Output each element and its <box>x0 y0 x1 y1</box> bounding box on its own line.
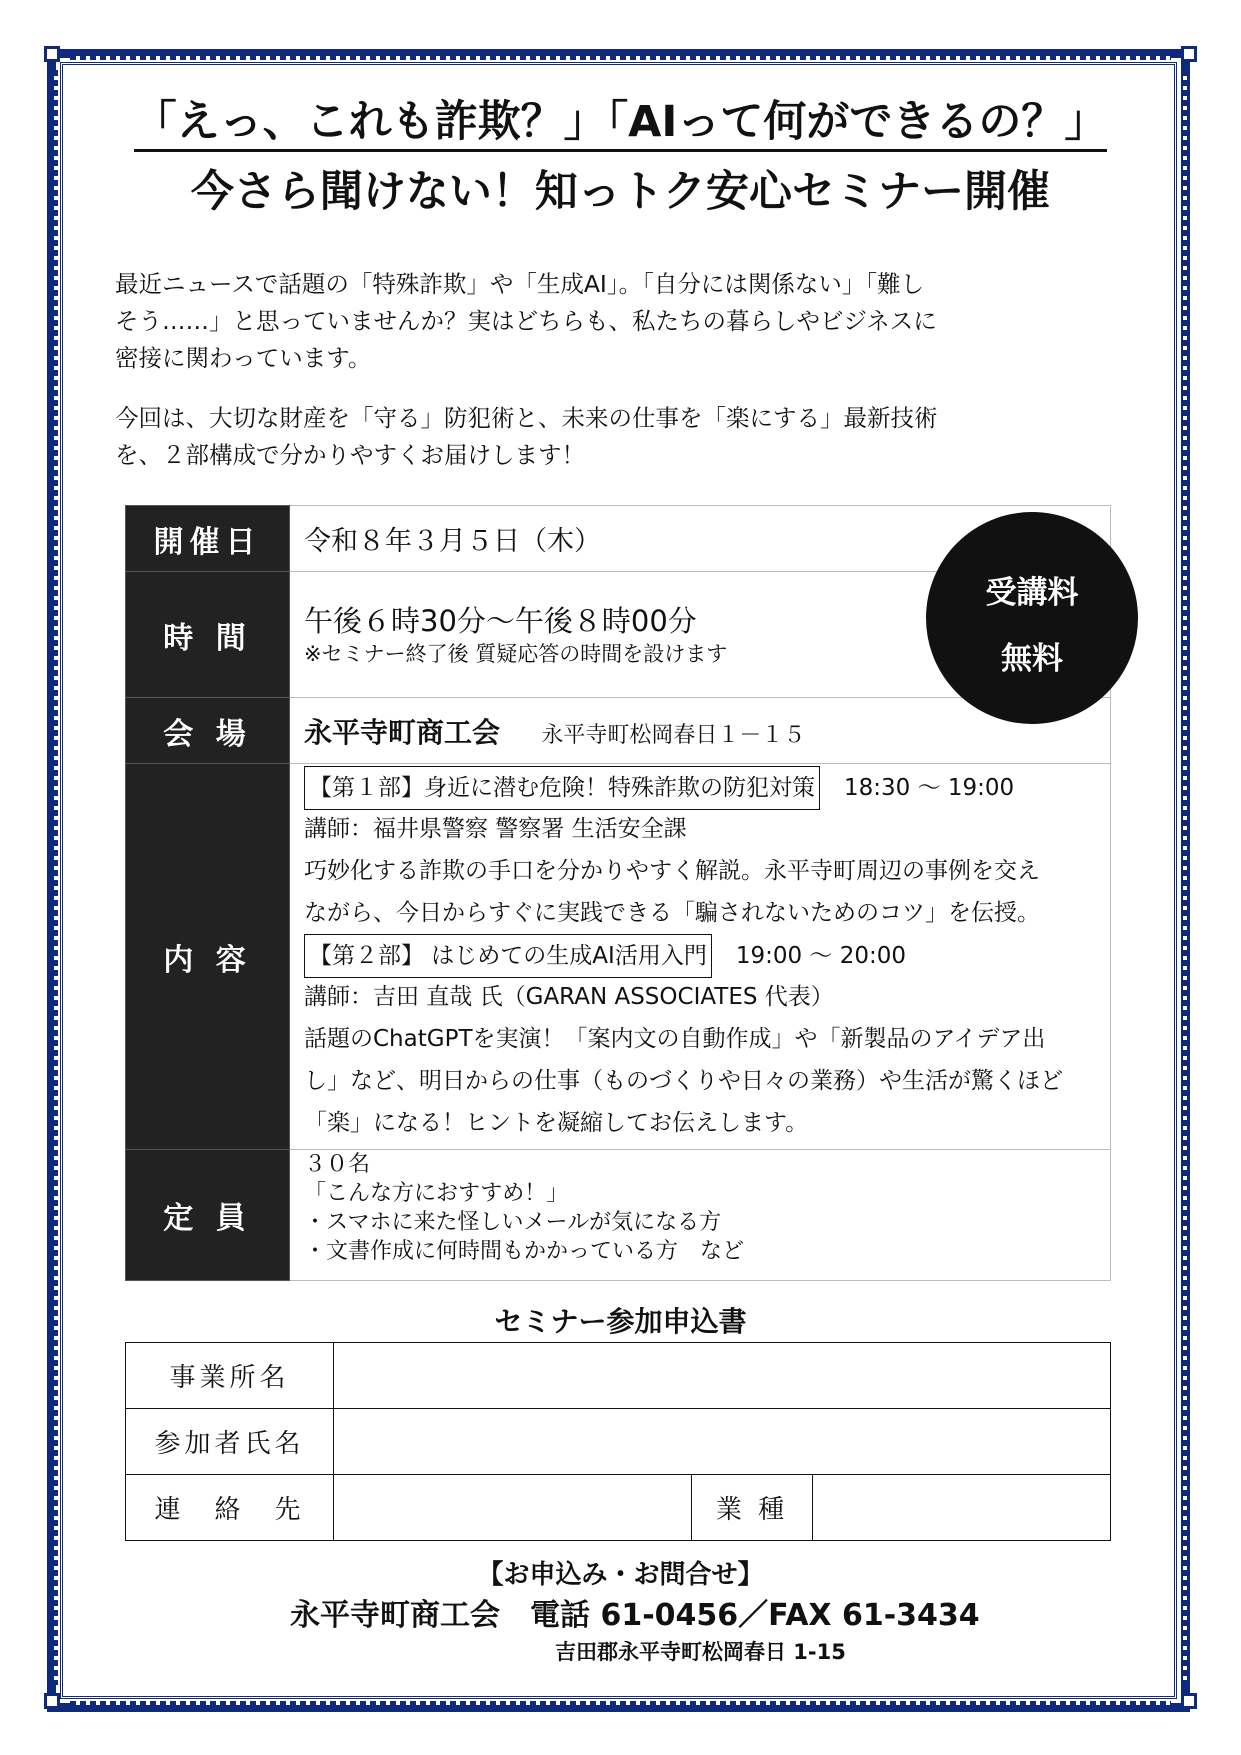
company-name-field[interactable] <box>334 1343 1111 1409</box>
intro-line: を、２部構成で分かりやすくお届けします！ <box>115 441 585 469</box>
contact-line: 永平寺町商工会 電話 61-0456／FAX 61-3434 <box>290 1598 980 1633</box>
application-form <box>125 1342 1111 1541</box>
recommend-title: 「こんな方におすすめ！」 <box>304 1181 569 1206</box>
intro-line: 密接に関わっています。 <box>115 344 372 372</box>
headline <box>0 88 1241 149</box>
content-label: 内 容 <box>126 764 290 1150</box>
part2-lecturer: 講師：吉田 直哉 氏（GARAN ASSOCIATES 代表） <box>304 984 834 1010</box>
company-name-label: 事業所名 <box>126 1343 334 1409</box>
part2-description: し」など、明日からの仕事（ものづくりや日々の業務）や生活が驚くほど <box>304 1068 1063 1094</box>
intro-line: 最近ニュースで話題の「特殊詐欺」や「生成AI」。「自分には関係ない」「難し <box>115 270 925 298</box>
corner-ornament <box>44 46 60 62</box>
venue-name: 永平寺町商工会 <box>304 715 501 749</box>
application-form-title: セミナー参加申込書 <box>494 1305 747 1338</box>
contact-heading: 【お申込み・お問合せ】 <box>477 1560 764 1590</box>
part2-description: 話題のChatGPTを実演！「案内文の自動作成」や「新製品のアイデア出 <box>304 1026 1046 1052</box>
badge-line-1: 受講料 <box>985 575 1079 611</box>
border-pattern-top <box>70 56 1171 60</box>
contact-field[interactable] <box>334 1475 692 1541</box>
date-label: 開催日 <box>126 506 290 572</box>
intro-line: そう……」と思っていませんか？実はどちらも、私たちの暮らしやビジネスに <box>115 307 937 335</box>
part1-description: 巧妙化する詐欺の手口を分かりやすく解説。永平寺町周辺の事例を交え <box>304 858 1040 884</box>
industry-label: 業 種 <box>692 1475 813 1541</box>
corner-ornament <box>1181 1693 1197 1709</box>
industry-field[interactable] <box>813 1475 1111 1541</box>
headline-text: 「えっ、これも詐欺？」「AIって何ができるの？」 <box>134 97 1108 152</box>
contact-address: 吉田郡永平寺町松岡春日 1-15 <box>555 1640 846 1664</box>
part2-time: 19:00 ～ 20:00 <box>735 943 907 969</box>
contact-label: 連 絡 先 <box>126 1475 334 1541</box>
border-pattern-right <box>1183 70 1187 1685</box>
capacity-value: ３０名 <box>304 1152 371 1177</box>
badge-line-2: 無料 <box>1001 641 1063 677</box>
free-fee-badge <box>926 512 1138 724</box>
part1-description: ながら、今日からすぐに実践できる「騙されないためのコツ」を伝授。 <box>304 900 1040 926</box>
border-pattern-bottom <box>70 1701 1171 1705</box>
participant-name-label: 参加者氏名 <box>126 1409 334 1475</box>
participant-name-field[interactable] <box>334 1409 1111 1475</box>
venue-label: 会 場 <box>126 698 290 764</box>
recommend-item: ・スマホに来た怪しいメールが気になる方 <box>304 1210 722 1235</box>
border-pattern-left <box>54 70 58 1685</box>
part1-title: 【第１部】身近に潜む危険！特殊詐欺の防犯対策 <box>304 766 820 810</box>
part1-time: 18:30 ～ 19:00 <box>844 775 1015 801</box>
subheadline: 今さら聞けない！知っトク安心セミナー開催 <box>190 167 1051 217</box>
intro-paragraph-1 <box>115 266 1135 377</box>
time-label: 時 間 <box>126 572 290 698</box>
recommend-item: ・文書作成に何時間もかかっている方 など <box>304 1239 745 1264</box>
time-note: ※セミナー終了後 質疑応答の時間を設けます <box>304 641 728 666</box>
venue-address: 永平寺町松岡春日１－１５ <box>541 722 806 748</box>
part2-description: 「楽」になる！ヒントを凝縮してお伝えします。 <box>304 1110 809 1136</box>
part2-title: 【第２部】 はじめての生成AI活用入門 <box>304 934 712 978</box>
time-value: 午後６時30分～午後８時00分 <box>304 603 697 638</box>
corner-ornament <box>1181 46 1197 62</box>
capacity-label: 定 員 <box>126 1150 290 1281</box>
intro-paragraph-2 <box>115 400 1135 474</box>
part1-lecturer: 講師：福井県警察 警察署 生活安全課 <box>304 816 687 842</box>
intro-line: 今回は、大切な財産を「守る」防犯術と、未来の仕事を「楽にする」最新技術 <box>115 404 938 432</box>
corner-ornament <box>44 1693 60 1709</box>
date-value: 令和８年３月５日（木） <box>290 506 1111 572</box>
